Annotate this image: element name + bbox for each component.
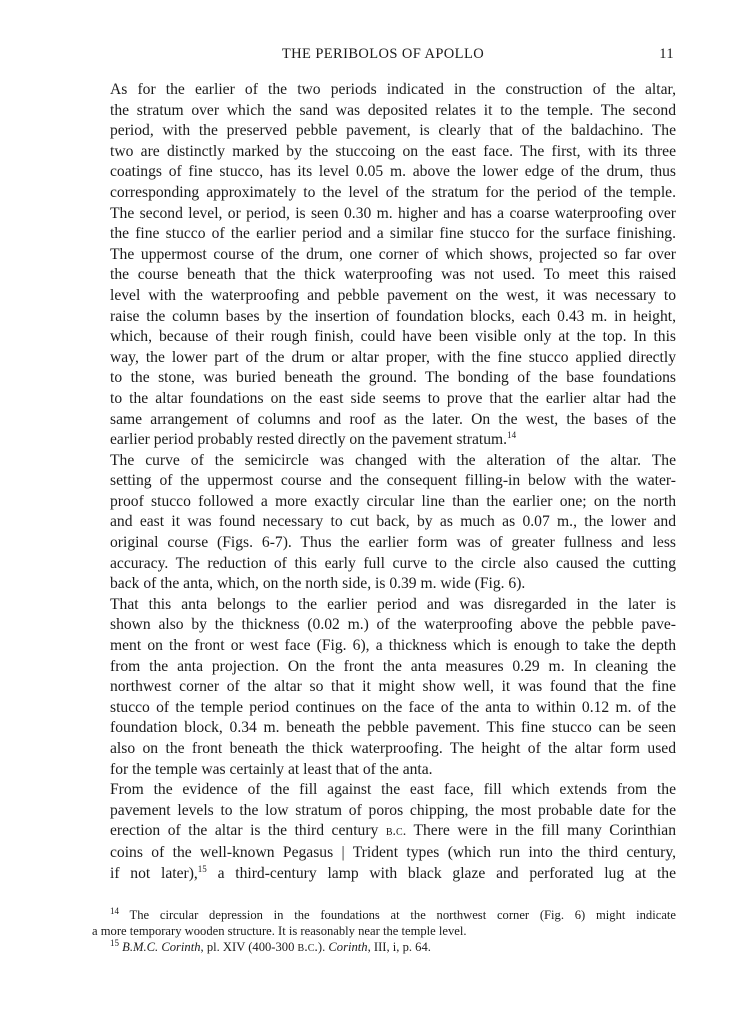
- text-line: [92, 864, 676, 885]
- text-line: way, the lower part of the drum or altar proper, with the fine stucco applied directly: [110, 348, 676, 366]
- text-line: to the stone, was buried beneath the ground. The bonding of the base foundations: [110, 369, 676, 387]
- text-line: which, because of their rough finish, could have been visible only at the top. In this: [110, 328, 676, 346]
- footnote-ref-15[interactable]: 15: [197, 863, 207, 874]
- footnote-line: a more temporary wooden structure. It is reasonably near the temple level.: [92, 924, 467, 938]
- footnote-mark: 15: [110, 937, 119, 948]
- paragraph-4: [92, 780, 676, 884]
- era-abbreviation: b.c.: [297, 940, 318, 955]
- footnotes: [92, 907, 676, 956]
- era-abbreviation: b.c.: [385, 824, 407, 840]
- footnote-15: [92, 939, 676, 956]
- text-line: shown also by the thickness (0.02 m.) of the waterproofing above the pebble pave-: [110, 616, 676, 634]
- text-line: ment on the front or west face (Fig. 6), a thickness which is enough to take the depth: [110, 637, 676, 655]
- text-line: From the evidence of the fill against the east face, fill which extends from the: [110, 781, 676, 799]
- footnote-ref-14[interactable]: 14: [507, 429, 517, 440]
- page-number: 11: [659, 46, 674, 62]
- text-line: for the temple was certainly at least that of the anta.: [110, 760, 433, 778]
- text-line: level with the waterproofing and pebble pavement on the west, it was necessary to: [110, 286, 676, 304]
- text-line: [92, 430, 676, 451]
- footnote-14: [92, 907, 676, 939]
- text-line: coins of the well-known Pegasus | Trident types (which run into the third century,: [110, 843, 676, 861]
- citation-title: B.M.C. Corinth: [122, 940, 201, 954]
- text-line: setting of the uppermost course and the consequent filling-in below with the water-: [110, 472, 676, 490]
- text-span: , III, i, p. 64.: [367, 940, 431, 954]
- text-span: earlier period probably rested directly on the pavement stratum.: [110, 431, 508, 449]
- paragraph-1: [92, 80, 676, 451]
- text-line: two are distinctly marked by the stuccoing on the east face. The first, with its three: [110, 142, 676, 160]
- text-line: back of the anta, which, on the north side, is 0.39 m. wide (Fig. 6).: [110, 575, 526, 593]
- text-line: The second level, or period, is seen 0.30 m. higher and has a coarse waterproofing over: [110, 204, 676, 222]
- paragraph-3: [92, 595, 676, 780]
- text-line: northwest corner of the altar so that it might show well, it was found that the fine: [110, 678, 676, 696]
- text-line: the course beneath that the thick waterproofing was not used. To meet this raised: [110, 266, 676, 284]
- text-line: proof stucco followed a more exactly circular line than the earlier one; on the north: [110, 492, 676, 510]
- text-span: There were in the fill many Corinthian: [406, 822, 676, 840]
- text-line: That this anta belongs to the earlier period and was disregarded in the later is: [110, 595, 676, 613]
- text-line: to the altar foundations on the east side seems to prove that the earlier altar had the: [110, 389, 676, 407]
- text-line: corresponding approximately to the level of the stratum for the period of the temple.: [110, 183, 676, 201]
- text-line: accuracy. The reduction of this early full curve to the circle also caused the cutting: [110, 554, 676, 572]
- text-span: if not later),: [110, 864, 198, 882]
- footnote-line: [92, 939, 676, 956]
- text-line: the fine stucco of the earlier period and a similar fine stucco for the surface finishing.: [110, 225, 676, 243]
- body-text: [92, 80, 676, 884]
- text-span: erection of the altar is the third century: [110, 822, 386, 840]
- text-line: from the anta projection. On the front the anta measures 0.29 m. In cleaning the: [110, 657, 676, 675]
- text-line: As for the earlier of the two periods indicated in the construction of the altar,: [110, 81, 676, 98]
- text-line: The curve of the semicircle was changed with the alteration of the altar. The: [110, 451, 676, 469]
- text-line: coatings of fine stucco, has its level 0.05 m. above the lower edge of the drum, thus: [110, 163, 676, 181]
- text-line: also on the front beneath the thick waterproofing. The height of the altar form used: [110, 740, 676, 757]
- text-line: pavement levels to the low stratum of poros chipping, the most probable date for the: [110, 801, 676, 819]
- text-line: period, with the preserved pebble pavement, is clearly that of the baldachino. The: [110, 122, 676, 140]
- running-title: THE PERIBOLOS OF APOLLO: [281, 46, 485, 62]
- text-line: and east it was found necessary to cut back, by as much as 0.07 m., the lower and: [110, 513, 676, 531]
- text-line: original course (Figs. 6-7). Thus the earlier form was of greater fullness and less: [110, 534, 676, 552]
- text-line: same arrangement of columns and roof as the later. On the west, the bases of the: [110, 410, 676, 428]
- footnote-mark: 14: [110, 905, 119, 916]
- citation-title: Corinth: [328, 940, 368, 954]
- text-line: stucco of the temple period continues on the face of the anta to within 0.12 m. of the: [110, 698, 676, 716]
- text-line: foundation block, 0.34 m. beneath the pebble pavement. This fine stucco can be seen: [110, 719, 676, 737]
- text-span: The circular depression in the foundations at the northwest corner (Fig. 6) might indicate: [119, 908, 676, 922]
- text-line: raise the column bases by the insertion of foundation blocks, each 0.43 m. in height,: [110, 307, 676, 325]
- text-line: [92, 821, 676, 843]
- text-line: The uppermost course of the drum, one corner of which shows, projected so far over: [110, 245, 676, 263]
- footnote-line: [92, 907, 676, 923]
- text-span: ).: [317, 940, 329, 954]
- text-span: a third-century lamp with black glaze and perforated lug at the: [206, 864, 676, 882]
- page-header: [92, 46, 674, 68]
- paragraph-2: [92, 451, 676, 595]
- text-line: the stratum over which the sand was deposited relates it to the temple. The second: [110, 101, 676, 119]
- text-span: , pl. XIV (400-300: [200, 940, 298, 954]
